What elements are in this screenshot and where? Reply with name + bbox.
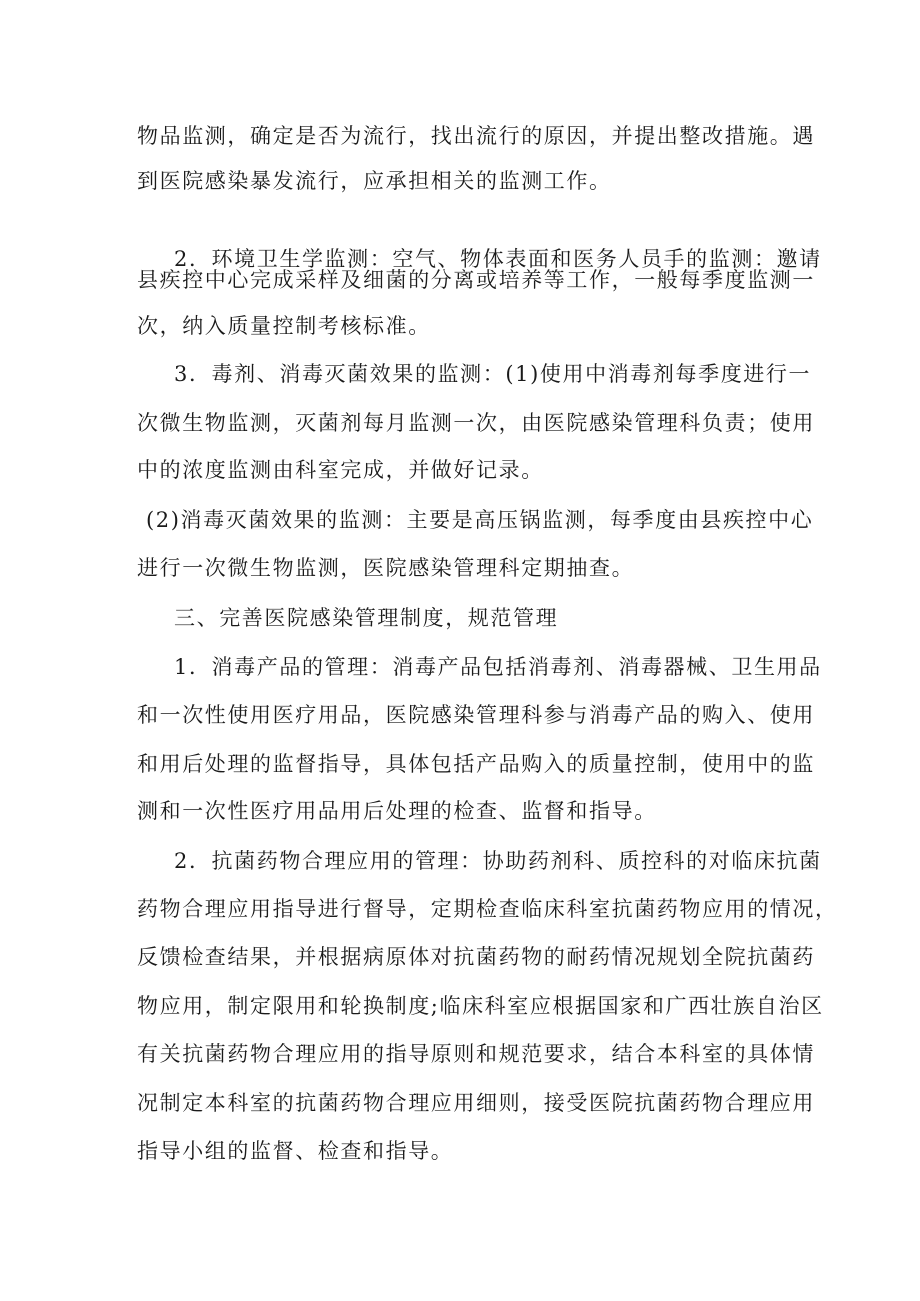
- text-line: 2．抗菌药物合理应用的管理：协助药剂科、质控科的对临床抗菌: [174, 849, 822, 873]
- text-line: (2)消毒灭菌效果的监测：主要是高压锅监测，每季度由县疾控中心: [146, 508, 814, 532]
- text-line: 到医院感染暴发流行，应承担相关的监测工作。: [137, 169, 612, 193]
- text-line: 物品监测，确定是否为流行，找出流行的原因，并提出整改措施。遇: [137, 124, 815, 148]
- text-line: 2．环境卫生学监测：空气、物体表面和医务人员手的监测：邀请: [174, 247, 822, 271]
- text-line: 况制定本科室的抗菌药物合理应用细则，接受医院抗菌药物合理应用: [137, 1091, 815, 1115]
- text-line: 测和一次性医疗用品用后处理的检查、监督和指导。: [137, 799, 657, 823]
- text-line: 县疾控中心完成采样及细菌的分离或培养等工作，一般每季度监测一: [137, 268, 815, 292]
- text-line: 3．毒剂、消毒灭菌效果的监测：(1)使用中消毒剂每季度进行一: [174, 362, 812, 386]
- text-line: 次，纳入质量控制考核标准。: [137, 314, 431, 338]
- text-line: 指导小组的监督、检查和指导。: [137, 1139, 454, 1163]
- text-line: 进行一次微生物监测，医院感染管理科定期抽查。: [137, 556, 635, 580]
- section-heading: 三、完善医院感染管理制度，规范管理: [174, 606, 559, 630]
- text-line: 物应用，制定限用和轮换制度;临床科室应根据国家和广西壮族自治区: [137, 994, 824, 1018]
- text-line: 次微生物监测，灭菌剂每月监测一次，由医院感染管理科负责；使用: [137, 411, 815, 435]
- text-line: 中的浓度监测由科室完成，并做好记录。: [137, 458, 544, 482]
- text-line: 药物合理应用指导进行督导，定期检查临床科室抗菌药物应用的情况，: [137, 897, 838, 921]
- text-line: 和一次性使用医疗用品，医院感染管理科参与消毒产品的购入、使用: [137, 703, 815, 727]
- text-line: 和用后处理的监督指导，具体包括产品购入的质量控制，使用中的监: [137, 752, 815, 776]
- text-line: 有关抗菌药物合理应用的指导原则和规范要求，结合本科室的具体情: [137, 1042, 815, 1066]
- text-line: 1．消毒产品的管理：消毒产品包括消毒剂、消毒器械、卫生用品: [174, 655, 822, 679]
- text-line: 反馈检查结果，并根据病原体对抗菌药物的耐药情况规划全院抗菌药: [137, 945, 815, 969]
